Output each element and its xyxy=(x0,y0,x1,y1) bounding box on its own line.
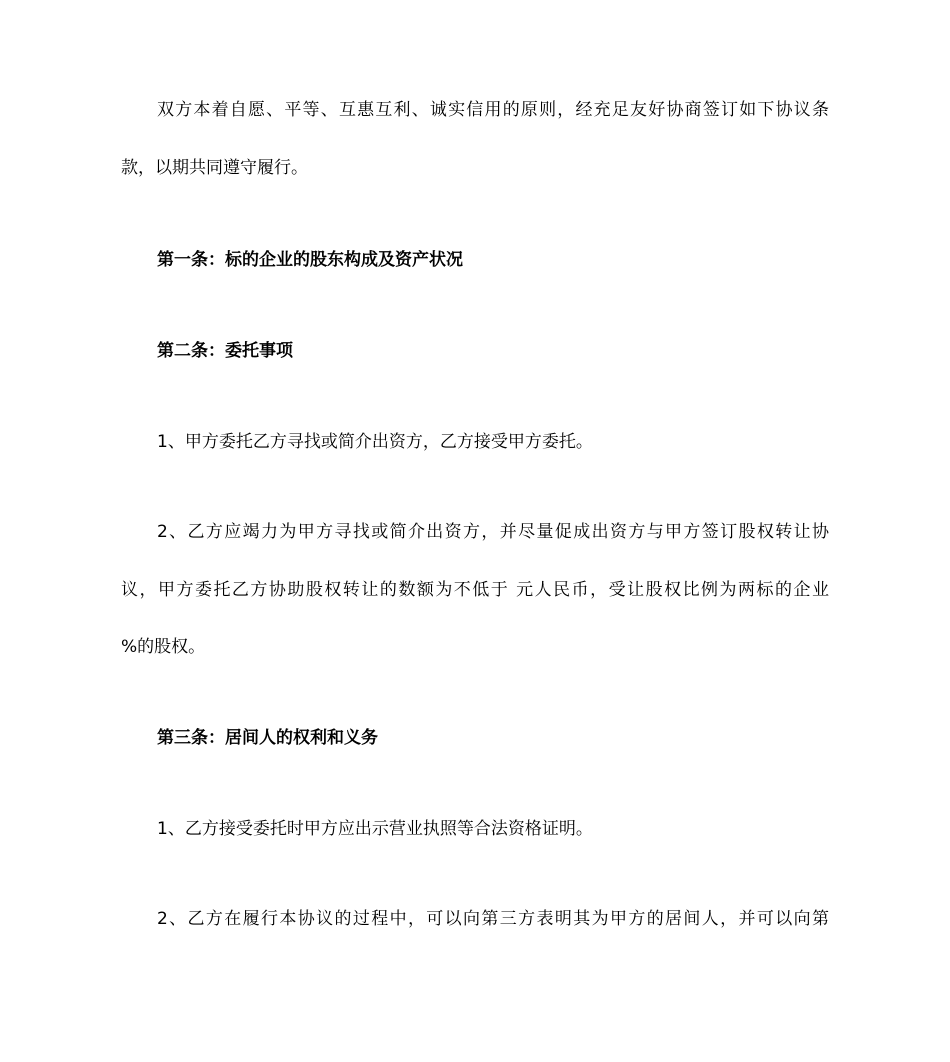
article-2-item-1: 1、甲方委托乙方寻找或简介出资方，乙方接受甲方委托。 xyxy=(157,432,593,452)
article-2-heading: 第二条：委托事项 xyxy=(157,341,293,361)
article-3-item-2-line-1: 2、乙方在履行本协议的过程中，可以向第三方表明其为甲方的居间人，并可以向第 xyxy=(157,909,829,929)
article-2-item-2-line-1: 2、乙方应竭力为甲方寻找或简介出资方，并尽量促成出资方与甲方签订股权转让协 xyxy=(157,522,829,542)
article-3-heading: 第三条：居间人的权利和义务 xyxy=(157,728,378,748)
article-2-item-2-line-2: 议，甲方委托乙方协助股权转让的数额为不低于 元人民币，受让股权比例为两标的企业 xyxy=(121,580,829,600)
intro-paragraph-line-2: 款，以期共同遵守履行。 xyxy=(121,158,308,178)
article-1-heading: 第一条：标的企业的股东构成及资产状况 xyxy=(157,250,463,270)
article-2-item-2-line-3: %的股权。 xyxy=(121,637,206,657)
article-3-item-1: 1、乙方接受委托时甲方应出示营业执照等合法资格证明。 xyxy=(157,819,593,839)
intro-paragraph-line-1: 双方本着自愿、平等、互惠互利、诚实信用的原则，经充足友好协商签订如下协议条 xyxy=(157,100,829,120)
